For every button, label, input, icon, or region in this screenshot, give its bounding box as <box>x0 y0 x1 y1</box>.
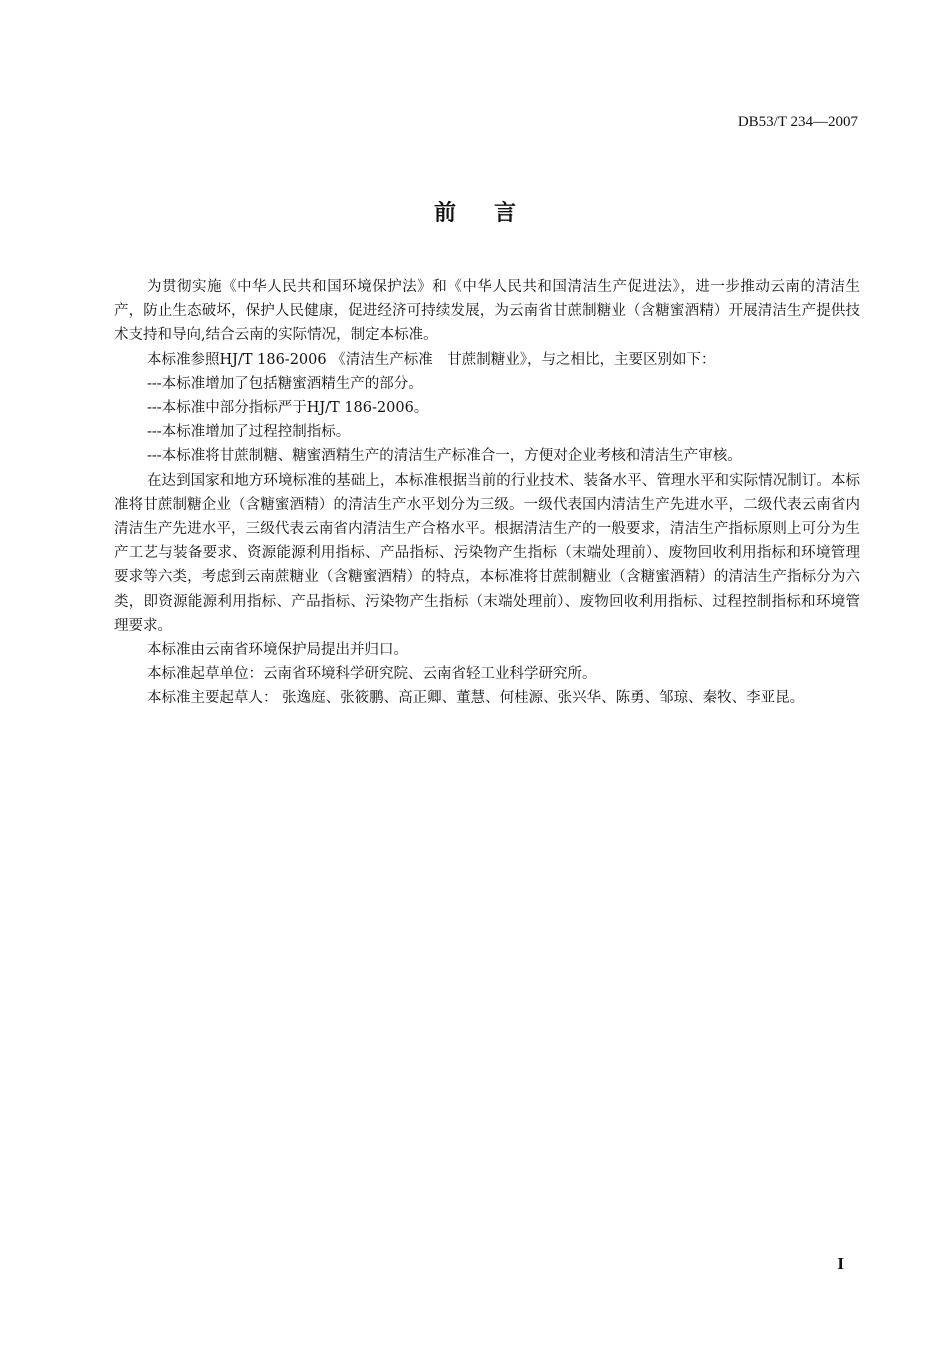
paragraph-proposer: 本标准由云南省环境保护局提出并归口。 <box>147 642 408 659</box>
paragraph-drafters: 本标准主要起草人： 张逸庭、张筱鹏、高正卿、董慧、何桂源、张兴华、陈勇、邹琼、秦牧、李亚昆。 <box>147 690 805 707</box>
paragraph-reference: 本标准参照HJ/T 186-2006 《清洁生产标准 甘蔗制糖业》，与之相比，主要区别如下： <box>147 351 716 368</box>
paragraph-difference-3: ---本标准增加了过程控制指标。 <box>147 424 351 441</box>
paragraph-purpose: 为贯彻实施《中华人民共和国环境保护法》和《中华人民共和国清洁生产促进法》，进一步推动云南的清洁生产，防止生态破坏，保护人民健康，促进经济可持续发展，为云南省甘蔗制糖业（含糖蜜酒精）开展清洁生产提供技术支持和导向,结合云南的实际情况，制定本标准。 <box>114 279 860 344</box>
paragraph-difference-2: ---本标准中部分指标严于HJ/T 186-2006。 <box>147 400 429 417</box>
paragraph-difference-1: ---本标准增加了包括糖蜜酒精生产的部分。 <box>147 375 423 392</box>
foreword-body <box>114 275 860 711</box>
page-number: I <box>837 1254 844 1273</box>
document-code: DB53/T 234—2007 <box>737 114 858 130</box>
page-title: 前言 <box>433 201 554 226</box>
paragraph-drafting-units: 本标准起草单位：云南省环境科学研究院、云南省轻工业科学研究所。 <box>147 666 597 683</box>
paragraph-levels: 在达到国家和地方环境标准的基础上，本标准根据当前的行业技术、装备水平、管理水平和实际情况制订。本标准将甘蔗制糖企业（含糖蜜酒精）的清洁生产水平划分为三级。一级代表国内清洁生产先进水平，二级代表云南省内清洁生产先进水平，三级代表云南省内清洁生产合格水平。根据清洁生产的一般要求，清洁生产指标原则上可分为生产工艺与装备要求、资源能源利用指标、产品指标、污染物产生指标（末端处理前）、废物回收利用指标和环境管理要求等六类，考虑到云南蔗糖业（含糖蜜酒精）的特点，本标准将甘蔗制糖业（含糖蜜酒精）的清洁生产指标分为六类，即资源能源利用指标、产品指标、污染物产生指标（末端处理前）、废物回收利用指标、过程控制指标和环境管理要求。 <box>114 472 860 634</box>
paragraph-difference-4: ---本标准将甘蔗制糖、糖蜜酒精生产的清洁生产标准合一，方便对企业考核和清洁生产审核。 <box>147 448 742 465</box>
